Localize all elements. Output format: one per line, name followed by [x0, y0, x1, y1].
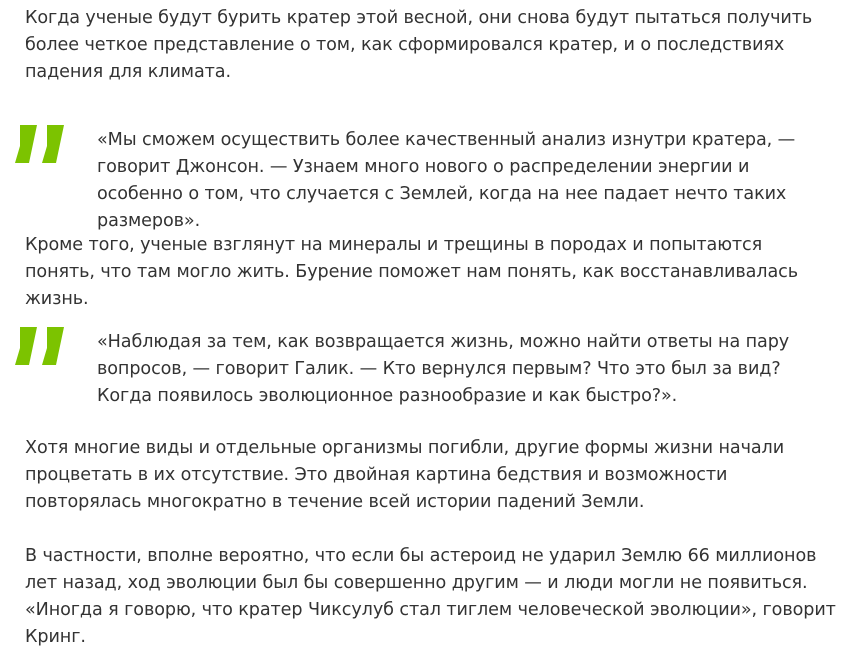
paragraph: Хотя многие виды и отдельные организмы погибли, другие формы жизни начали процветать в их отсутствие. Это двойная картина бедствия и возможности повторялась многократно в течение всей истории падений Земли.: [25, 438, 785, 512]
quote-text: «Мы сможем осуществить более качественный анализ изнутри кратера, — говорит Джонсон. — Узнаем много нового о распределении энергии и особенно о том, что случается с Землей, когда на нее падает нечто таких размеров».: [97, 130, 796, 231]
paragraph: Когда ученые будут бурить кратер этой весной, они снова будут пытаться получить более четкое представление о том, как сформировался кратер, и о последствиях падения для климата.: [25, 8, 813, 82]
paragraph: В частности, вполне вероятно, что если бы астероид не ударил Землю 66 миллионов лет назад, ход эволюции был бы совершенно другим — и люди могли не появиться. «Иногда я говорю, что кратер Чиксулуб стал тиглем человеческой эволюции», говорит Кринг.: [25, 546, 836, 647]
paragraph: Кроме того, ученые взглянут на минералы и трещины в породах и попытаются понять, что там могло жить. Бурение поможет нам понять, как восстанавливалась жизнь.: [25, 235, 798, 309]
quote-mark-icon: [13, 326, 69, 366]
quote-mark-icon: [13, 124, 69, 164]
quote-text: «Наблюдая за тем, как возвращается жизнь, можно найти ответы на пару вопросов, — говорит Галик. — Кто вернулся первым? Что это был за вид? Когда появилось эволюционное разнообразие и как быстро?».: [97, 332, 790, 406]
